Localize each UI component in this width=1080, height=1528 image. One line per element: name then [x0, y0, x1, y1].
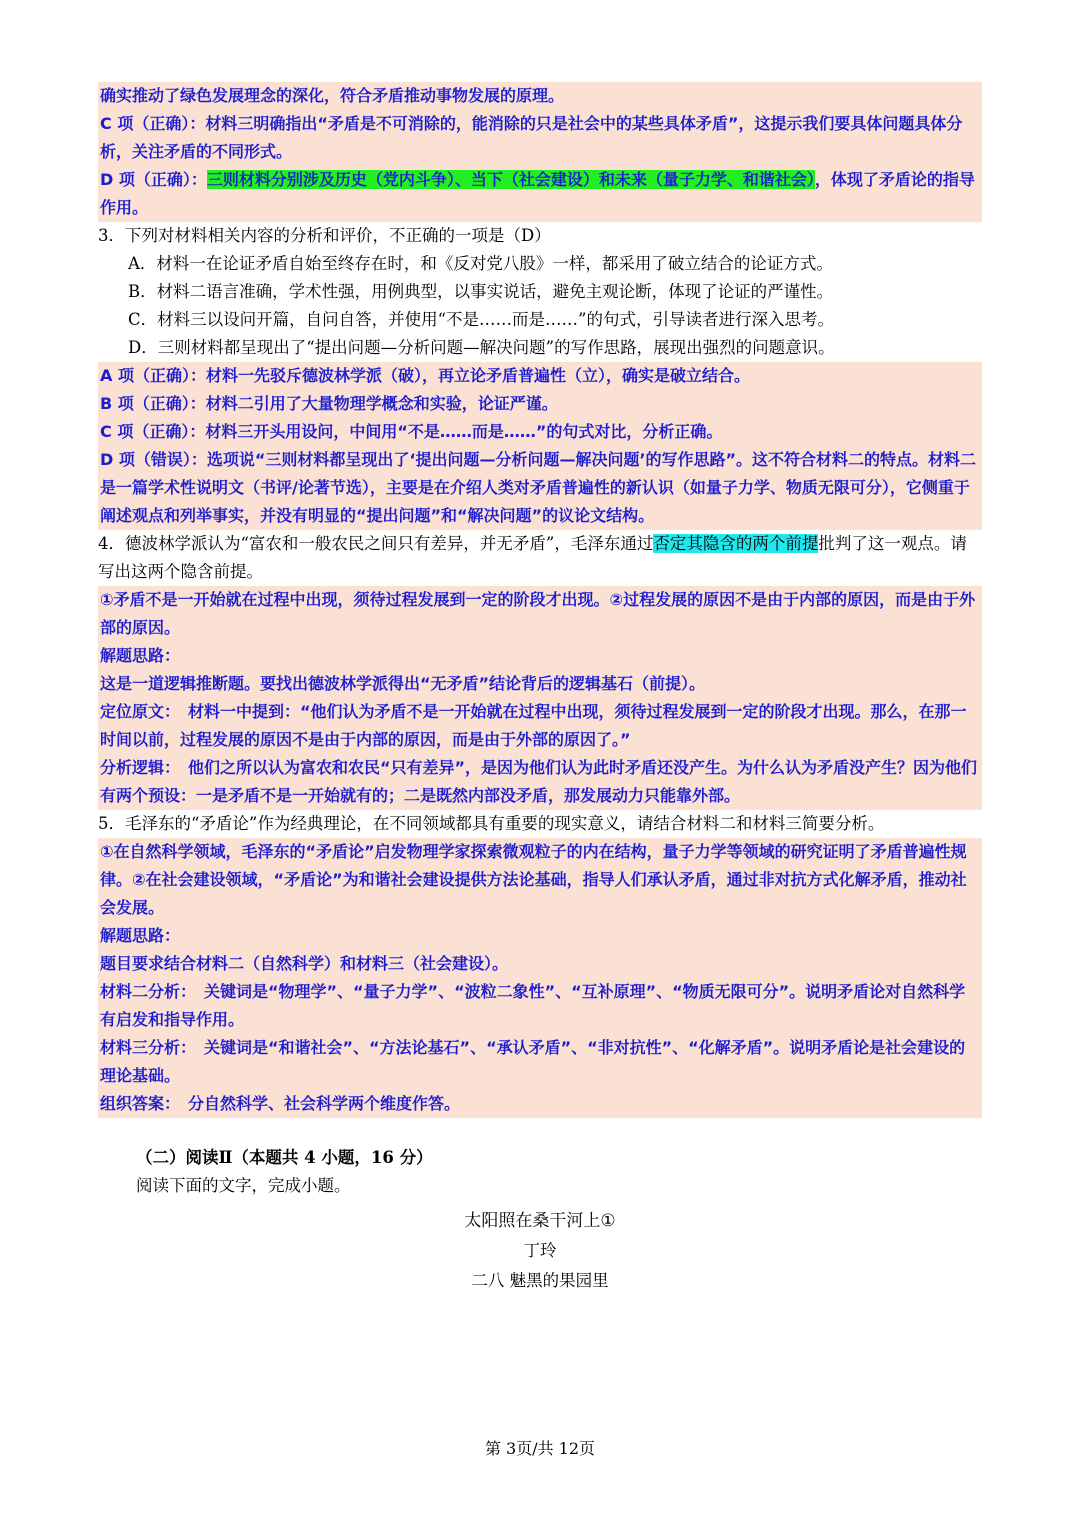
answer-line: 材料二分析： 关键词是“物理学”、“量子力学”、“波粒二象性”、“互补原理”、“物质无限可分”。说明矛盾论对自然科学有启发和指导作用。: [100, 982, 966, 1029]
answer-line: 题目要求结合材料二（自然科学）和材料三（社会建设）。: [100, 954, 509, 973]
question-4-text-end: 批判了这一观点。请写出这两个隐含前提。: [98, 534, 967, 581]
answer-line: C 项（正确）：材料三开头用设问，中间用“不是……而是……”的句式对比，分析正确。: [100, 422, 723, 441]
answer-line: 材料三分析： 关键词是“和谐社会”、“方法论基石”、“承认矛盾”、“非对抗性”、“化解矛盾”。说明矛盾论是社会建设的理论基础。: [100, 1038, 966, 1085]
passage-chapter: 二八 魅黑的果园里: [471, 1271, 609, 1290]
passage-author: 丁玲: [523, 1241, 557, 1260]
answer-line: 分析逻辑： 他们之所以认为富农和农民“只有差异”，是因为他们认为此时矛盾还没产生。为什么认为矛盾没产生？因为他们有两个预设：一是矛盾不是一开始就有的；二是既然内部没矛盾，那发展动力只能靠外部。: [100, 758, 978, 805]
section-heading: （二）阅读Ⅱ（本题共 4 小题，16 分）: [136, 1148, 433, 1167]
answer-d-item: [100, 166, 980, 222]
question-4-stem: [98, 530, 982, 586]
answer-line: D 项（错误）：选项说“三则材料都呈现出了‘提出问题—分析问题—解决问题’的写作思路”。这不符合材料二的特点。材料二是一篇学术性说明文（书评/论著节选），主要是在介绍人类对矛盾普遍性的新认识（如量子力学、物质无限可分），它侧重于阐述观点和列举事实，并没有明显的“提出问题”和“解决问题”的议论文结构。: [100, 450, 977, 525]
question-3-option-b: B．材料二语言准确，学术性强，用例典型，以事实说话，避免主观论断，体现了论证的严谨性。: [128, 282, 834, 301]
answer-line: 确实推动了绿色发展理念的深化，符合矛盾推动事物发展的原理。: [100, 86, 565, 105]
page-content: [98, 82, 982, 1296]
answer-line: ①矛盾不是一开始就在过程中出现，须待过程发展到一定的阶段才出现。②过程发展的原因不是由于内部的原因，而是由于外部的原因。: [100, 590, 976, 637]
answer-c-item: C 项（正确）：材料三明确指出“矛盾是不可消除的，能消除的只是社会中的某些具体矛盾”，这提示我们要具体问题具体分析，关注矛盾的不同形式。: [100, 114, 963, 161]
question-3-option-a: A．材料一在论证矛盾自始至终存在时，和《反对党八股》一样，都采用了破立结合的论证方式。: [128, 254, 833, 273]
answer-line: ①在自然科学领域，毛泽东的“矛盾论”启发物理学家探索微观粒子的内在结构，量子力学等领域的研究证明了矛盾普遍性规律。②在社会建设领域，“矛盾论”为和谐社会建设提供方法论基础，指导人们承认矛盾，通过非对抗方式化解矛盾，推动社会发展。: [100, 842, 967, 917]
answer-block-q3: [98, 362, 982, 530]
answer-block-q5: [98, 838, 982, 1118]
answer-block-q2: [98, 82, 982, 222]
question-3-stem: 3．下列对材料相关内容的分析和评价，不正确的一项是（D）: [98, 226, 551, 245]
answer-d-label: D 项（正确）：: [100, 170, 207, 189]
answer-line: 这是一道逻辑推断题。要找出德波林学派得出“无矛盾”结论背后的逻辑基石（前提）。: [100, 674, 706, 693]
answer-line: 解题思路：: [100, 926, 181, 945]
answer-line: 定位原文： 材料一中提到：“他们认为矛盾不是一开始就在过程中出现，须待过程发展到一定的阶段才出现。那么，在那一时间以前，过程发展的原因不是由于内部的原因，而是由于外部的原因了。”: [100, 702, 967, 749]
page-footer: 第 3页/共 12页: [484, 1439, 596, 1458]
answer-line: A 项（正确）：材料一先驳斥德波林学派（破），再立论矛盾普遍性（立），确实是破立结合。: [100, 366, 750, 385]
question-3-option-d: D．三则材料都呈现出了“提出问题—分析问题—解决问题”的写作思路，展现出强烈的问题意识。: [128, 338, 835, 357]
passage-title: 太阳照在桑干河上①: [464, 1211, 616, 1231]
answer-line: B 项（正确）：材料二引用了大量物理学概念和实验，论证严谨。: [100, 394, 558, 413]
question-5-stem: 5．毛泽东的“矛盾论”作为经典理论，在不同领域都具有重要的现实意义，请结合材料二和材料三简要分析。: [98, 814, 885, 833]
answer-line: 解题思路：: [100, 646, 181, 665]
question-4-text: 4．德波林学派认为“富农和一般农民之间只有差异，并无矛盾”，毛泽东通过: [98, 534, 654, 553]
answer-line: 组织答案： 分自然科学、社会科学两个维度作答。: [100, 1094, 461, 1113]
section-instruction: 阅读下面的文字，完成小题。: [136, 1176, 351, 1195]
cyan-highlight: 否定其隐含的两个前提: [653, 534, 819, 553]
answer-d-rest: ，体现了矛盾论的指导作用。: [100, 170, 975, 217]
green-highlight: 三则材料分别涉及历史（党内斗争）、当下（社会建设）和未来（量子力学、和谐社会）: [206, 170, 815, 189]
question-3-option-c: C．材料三以设问开篇，自问自答，并使用“不是……而是……”的句式，引导读者进行深入思考。: [128, 310, 834, 329]
answer-block-q4: [98, 586, 982, 810]
